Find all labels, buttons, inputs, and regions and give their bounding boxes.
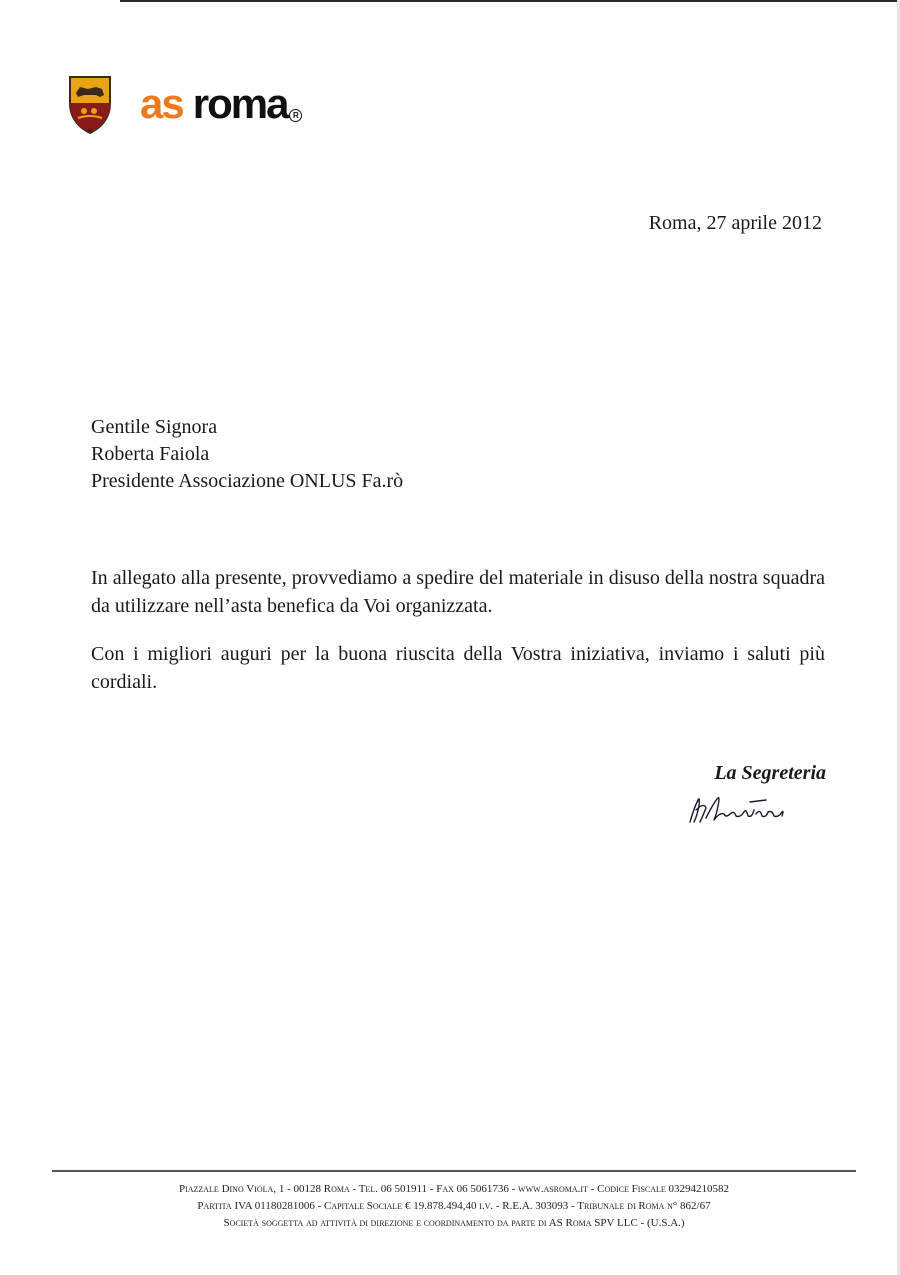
- company-footer: [52, 1181, 856, 1232]
- wordmark-roma: roma: [192, 80, 288, 127]
- footer-ownership-line: Società soggetta ad attività di direzione e coordinamento da parte di AS Roma SPV LLC - (U.S.A.): [223, 1217, 685, 1229]
- recipient-block: [91, 414, 403, 495]
- footer-registration-line: Partita IVA 01180281006 - Capitale Sociale € 19.878.494,40 i.v. - R.E.A. 303093 - Tribunale di Roma n° 862/67: [197, 1200, 711, 1212]
- letter-date: Roma, 27 aprile 2012: [648, 212, 822, 234]
- recipient-name: Roberta Faiola: [91, 443, 210, 465]
- wordmark-as: as: [140, 80, 183, 127]
- footer-address-line: Piazzale Dino Viola, 1 - 00128 Roma - Tel. 06 501911 - Fax 06 5061736 - www.asroma.it - Codice Fiscale 03294210582: [178, 1183, 730, 1195]
- as-roma-wordmark: [140, 80, 302, 128]
- footer-rule: [52, 1170, 856, 1172]
- top-edge-rule: [120, 0, 900, 2]
- recipient-title: Presidente Associazione ONLUS Fa.rò: [91, 470, 404, 492]
- body-paragraph-2: Con i migliori auguri per la buona riuscita della Vostra iniziativa, inviamo i saluti più cordiali.: [91, 643, 825, 693]
- as-roma-logo: [66, 72, 302, 136]
- roma-crest-icon: [66, 73, 114, 135]
- handwritten-signature: [684, 788, 794, 828]
- sender-signoff: La Segreteria: [714, 762, 826, 784]
- body-paragraph-1: In allegato alla presente, provvediamo a spedire del materiale in disuso della nostra squadra da utilizzare nell’asta benefica da Voi organizzata.: [91, 567, 825, 617]
- registered-mark: R: [289, 109, 302, 122]
- letter-body: [91, 564, 825, 716]
- recipient-salutation: Gentile Signora: [91, 416, 218, 438]
